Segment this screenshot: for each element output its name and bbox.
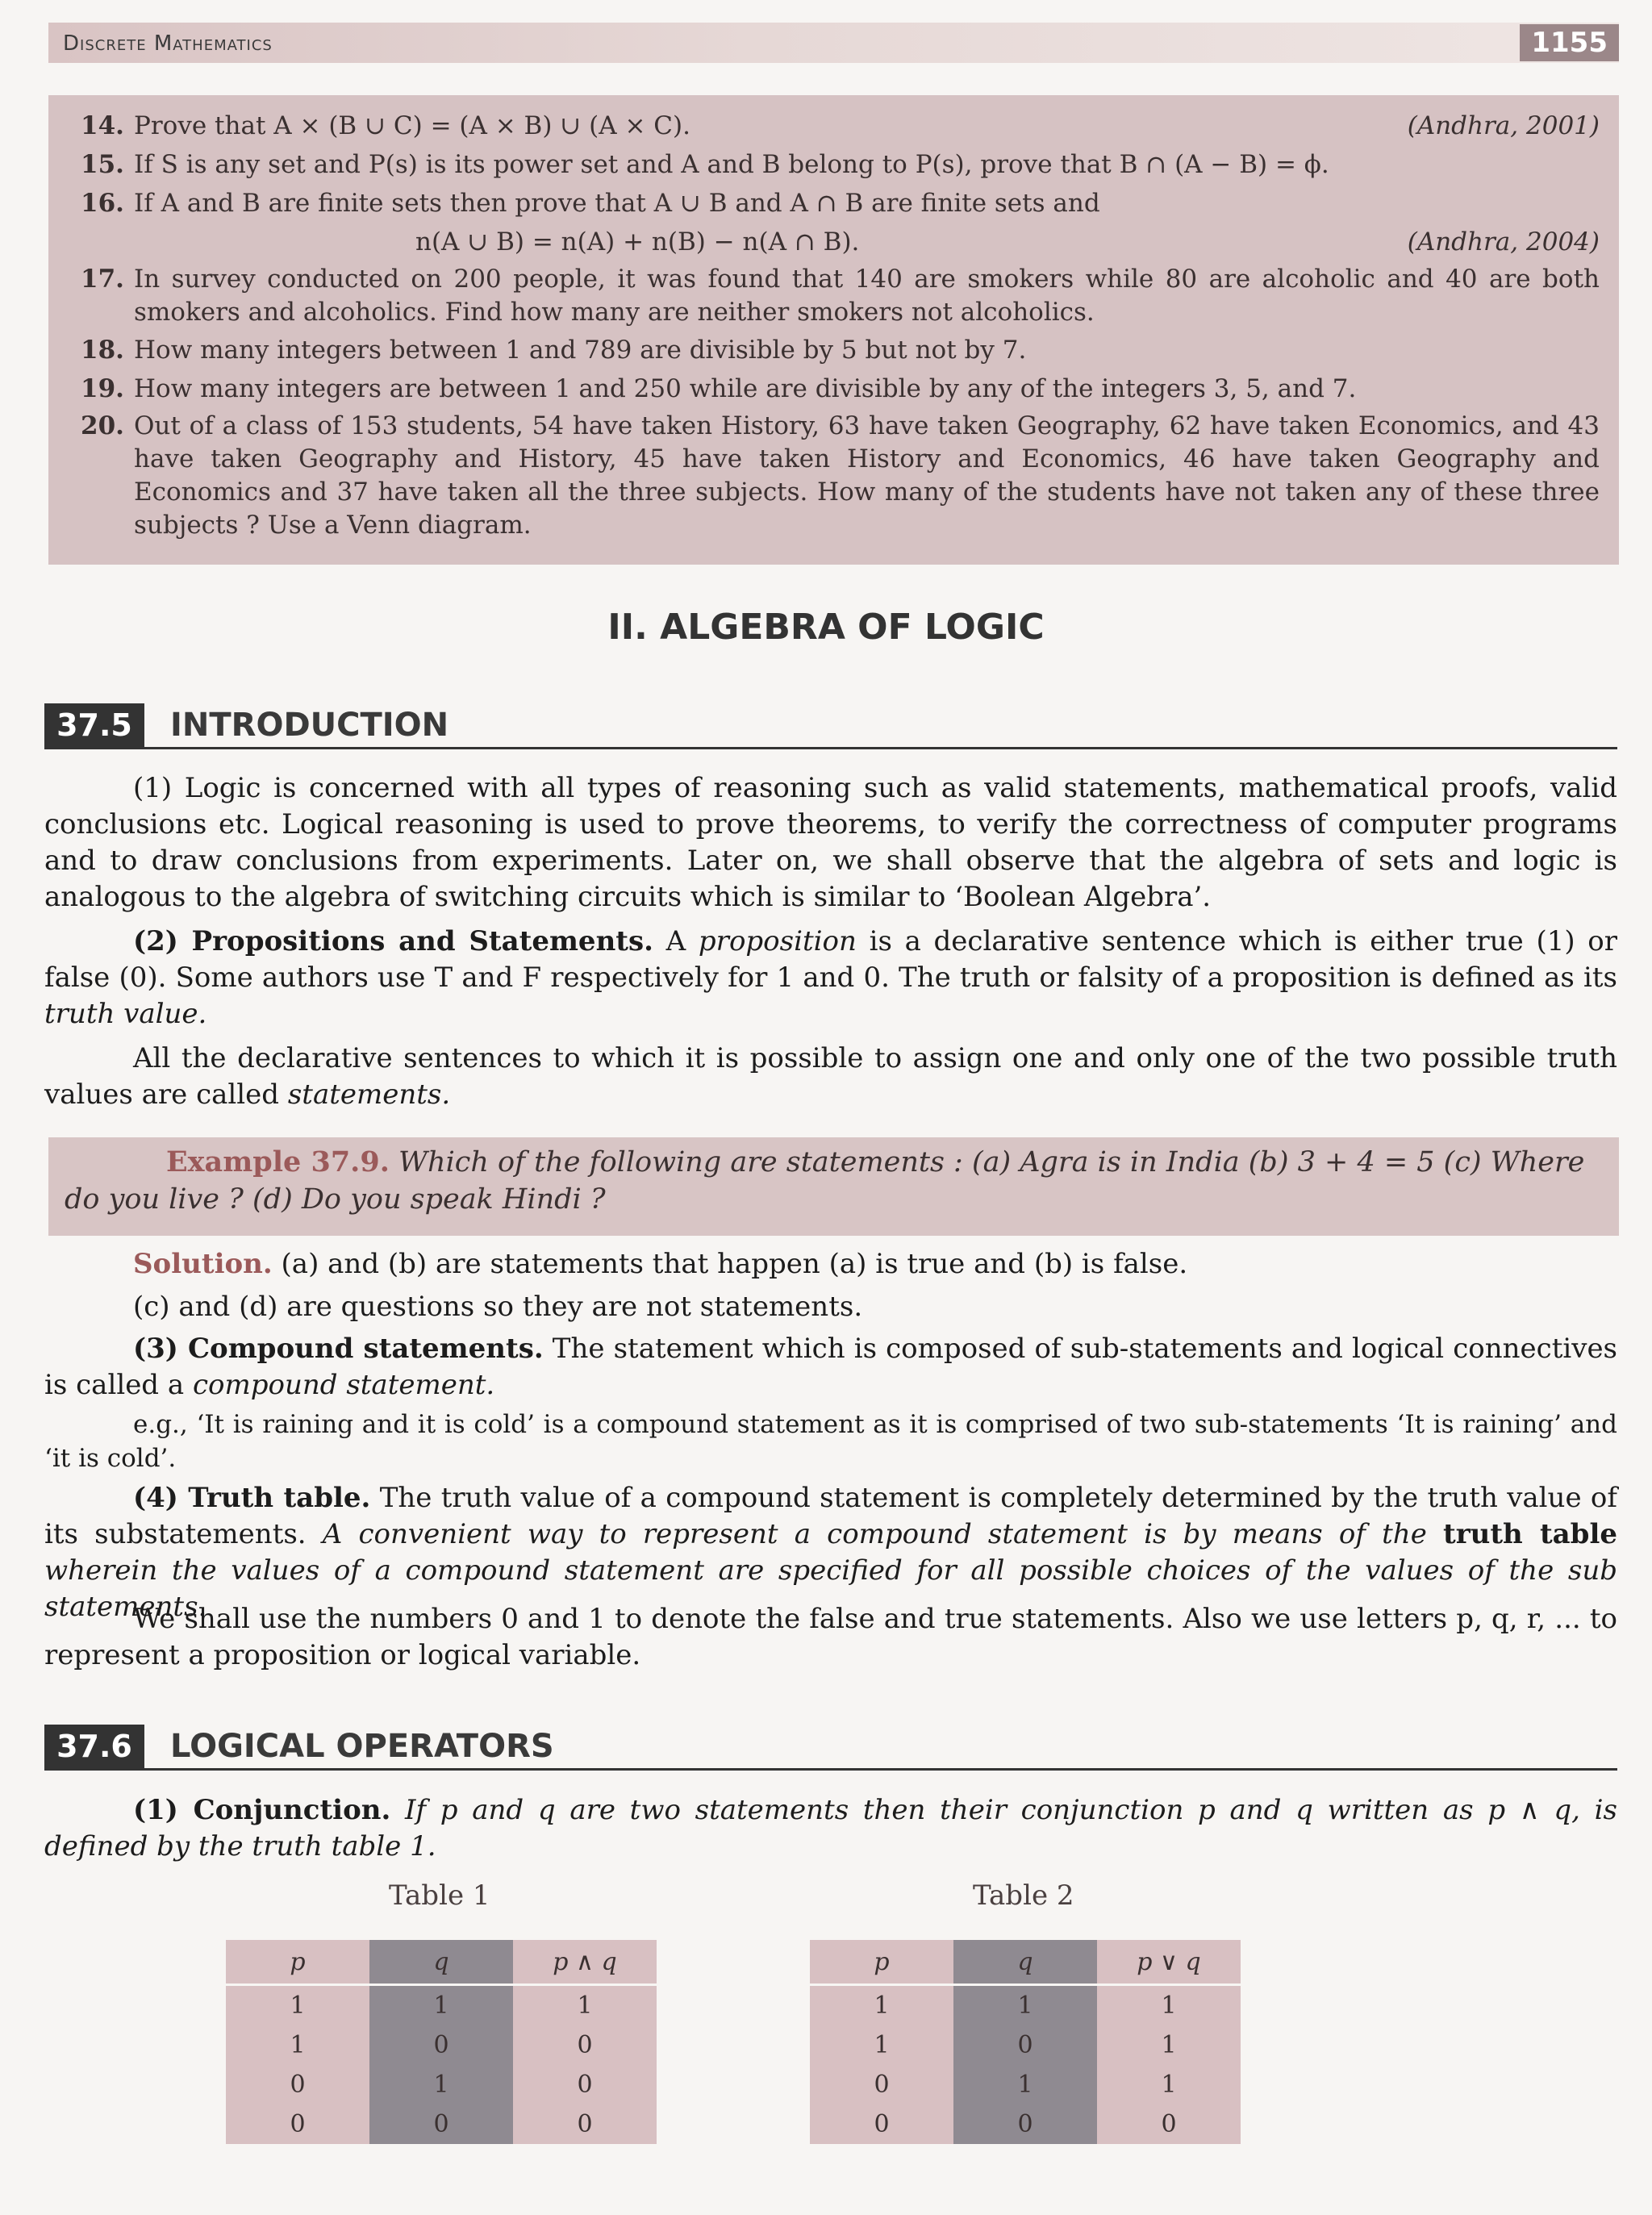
exercise-text: Prove that A × (B ∪ C) = (A × B) ∪ (A × C). (134, 111, 690, 140)
conjunction-label: (1) Conjunction. (133, 1794, 391, 1826)
table-row (226, 1985, 657, 2026)
table-cell: 0 (810, 2104, 953, 2144)
table-cell: 1 (953, 2065, 1097, 2104)
table-row (226, 2025, 657, 2065)
table-row (226, 2065, 657, 2104)
exercise-formula-line (81, 223, 1600, 261)
table-cell: 1 (953, 1985, 1097, 2026)
table-cell: 0 (513, 2104, 657, 2144)
table-row (226, 2104, 657, 2144)
table-cell: 1 (1097, 2025, 1241, 2065)
exercise-item (81, 106, 1600, 145)
table-row (810, 2025, 1241, 2065)
intro-paragraph-1 (44, 770, 1617, 916)
exercise-text: How many integers between 1 and 789 are divisible by 5 but not by 7. (134, 336, 1027, 365)
text-span: is a declarative sentence which is either true (1) or false (0). Some authors use T and F respectively for 1 and 0. The truth or falsity of a proposition is defined as its (44, 925, 1618, 994)
conjunction-text: If p and q are two statements then their conjunction p and q written as p ∧ q, is defined by the truth table 1. (44, 1794, 1617, 1863)
table-cell: 0 (953, 2104, 1097, 2144)
table-cell: 1 (1097, 1985, 1241, 2026)
truth-table-label: (4) Truth table. (133, 1482, 371, 1514)
section-title: LOGICAL OPERATORS (170, 1728, 554, 1765)
exercise-item (81, 263, 1600, 329)
solution-label: Solution. (133, 1248, 273, 1280)
section-number: 37.6 (44, 1725, 144, 1768)
table-header: q (953, 1940, 1097, 1985)
running-title: Discrete Mathematics (63, 31, 273, 56)
exercise-text: In survey conducted on 200 people, it was found that 140 are smokers while 80 are alcoholic and 40 are both smokers and alcoholics. Find how many are neither smokers not alcoholics. (134, 265, 1600, 327)
exercise-number: 19. (81, 374, 124, 403)
example-label: Example 37.9. (166, 1145, 390, 1178)
solution-text: (a) and (b) are statements that happen (a) is true and (b) is false. (272, 1248, 1188, 1280)
section-number: 37.5 (44, 703, 144, 747)
notation-paragraph (44, 1601, 1617, 1674)
exercise-number: 18. (81, 336, 124, 365)
table-row (810, 2104, 1241, 2144)
text-span: wherein the values of a compound statement are specified for all possible choices of the values of the sub statements. (44, 1554, 1617, 1623)
notation-text: We shall use the numbers 0 and 1 to denote the false and true statements. Also we use letters p, q, r, ... to represent a proposition or logical variable. (44, 1603, 1617, 1671)
running-header (48, 23, 1619, 63)
intro-text: (1) Logic is concerned with all types of reasoning such as valid statements, mathematical proofs, valid conclusions etc. Logical reasoning is used to prove theorems, to verify the correctness of computer programs and to draw conclusions from experiments. Later on, we shall observe that the algebra of sets and logic is analogous to the algebra of switching circuits which is similar to ‘Boolean Algebra’. (44, 772, 1617, 913)
exercise-number: 14. (81, 111, 124, 140)
table-header: p (810, 1940, 953, 1985)
exercise-item (81, 331, 1600, 369)
exercise-item (81, 369, 1600, 408)
table-header: p ∧ q (513, 1940, 657, 1985)
truth-table-1 (226, 1940, 657, 2144)
table-cell: 1 (1097, 2065, 1241, 2104)
table-cell: 0 (513, 2025, 657, 2065)
table-header: q (369, 1940, 513, 1985)
exercise-item (81, 145, 1600, 184)
compound-example-text: e.g., ‘It is raining and it is cold’ is a compound statement as it is comprised of two sub-statements ‘It is raining’ and ‘it is cold’. (44, 1410, 1617, 1473)
table-cell: 0 (369, 2104, 513, 2144)
text-span: A (653, 925, 699, 957)
table-cell: 0 (226, 2065, 369, 2104)
table-header: p ∨ q (1097, 1940, 1241, 1985)
exercise-item (81, 410, 1600, 542)
table-cell: 0 (369, 2025, 513, 2065)
table-cell: 0 (513, 2065, 657, 2104)
table-cell: 1 (369, 1985, 513, 2026)
table-row (810, 2065, 1241, 2104)
exercise-box (48, 95, 1619, 565)
text-span: The statement which is composed of sub-statements and logical connectives is called a (44, 1333, 1618, 1401)
table-cell: 0 (953, 2025, 1097, 2065)
section-heading-37-5 (44, 703, 1617, 749)
exercise-number: 15. (81, 150, 124, 179)
table-header: p (226, 1940, 369, 1985)
compound-paragraph (44, 1331, 1617, 1404)
propositions-label: (2) Propositions and Statements. (133, 925, 653, 957)
text-span: A convenient way to represent a compound statement is by means of the (322, 1518, 1443, 1550)
exercise-number: 16. (81, 189, 124, 218)
term-truth-table: truth table (1442, 1518, 1618, 1550)
exercise-number: 17. (81, 265, 124, 294)
term-statements: statements. (287, 1078, 451, 1111)
exercise-number: 20. (81, 411, 124, 440)
exercise-text: If A and B are finite sets then prove that A ∪ B and A ∩ B are finite sets and (134, 189, 1100, 218)
table-cell: 0 (810, 2065, 953, 2104)
table-cell: 1 (513, 1985, 657, 2026)
solution-line-2 (44, 1289, 1617, 1325)
propositions-paragraph (44, 924, 1617, 1032)
table-cell: 0 (1097, 2104, 1241, 2144)
text-span: All the declarative sentences to which it is possible to assign one and only one of the two possible truth values are called (44, 1042, 1617, 1111)
part-heading: II. ALGEBRA OF LOGIC (607, 607, 1045, 648)
table-row (810, 1985, 1241, 2026)
table-1-caption: Table 1 (389, 1879, 490, 1912)
exercise-item (81, 184, 1600, 223)
exercise-text: How many integers are between 1 and 250 while are divisible by any of the integers 3, 5, and 7. (134, 374, 1357, 403)
exercise-citation: (Andhra, 2001) (1407, 111, 1600, 140)
exercise-text: If S is any set and P(s) is its power set and A and B belong to P(s), prove that B ∩ (A − B) = ϕ. (134, 150, 1329, 179)
solution-text: (c) and (d) are questions so they are not statements. (133, 1291, 863, 1323)
statements-paragraph (44, 1041, 1617, 1113)
page-number: 1155 (1520, 24, 1619, 61)
table-cell: 1 (810, 1985, 953, 2026)
example-text: Which of the following are statements : (a) Agra is in India (b) 3 + 4 = 5 (c) Where do you live ? (d) Do you speak Hindi ? (65, 1146, 1585, 1216)
exercise-text: Out of a class of 153 students, 54 have taken History, 63 have taken Geography, 62 have taken Economics, and 43 have taken Geography and History, 45 have taken History and Economics, 46 have taken Geography and Economics and 37 have taken all the three subjects. How many of the students have not taken any of these three subjects ? Use a Venn diagram. (134, 411, 1600, 540)
table-cell: 1 (810, 2025, 953, 2065)
term-compound-statement: compound statement. (192, 1369, 495, 1401)
conjunction-paragraph (44, 1792, 1617, 1865)
term-truth-value: truth value. (44, 998, 207, 1030)
text-span: The truth value of a compound statement is completely determined by the truth value of its substatements. (44, 1482, 1617, 1550)
truth-table-2 (810, 1940, 1241, 2144)
exercise-citation: (Andhra, 2004) (1407, 227, 1600, 257)
table-cell: 1 (369, 2065, 513, 2104)
table-cell: 0 (226, 2104, 369, 2144)
term-proposition: proposition (698, 925, 857, 957)
table-cell: 1 (226, 2025, 369, 2065)
section-title: INTRODUCTION (170, 707, 449, 744)
compound-label: (3) Compound statements. (133, 1333, 544, 1365)
compound-example (44, 1408, 1617, 1475)
section-heading-37-6 (44, 1725, 1617, 1771)
solution-paragraph (44, 1246, 1617, 1283)
exercise-formula: n(A ∪ B) = n(A) + n(B) − n(A ∩ B). (415, 227, 860, 257)
example-box (48, 1137, 1619, 1236)
table-cell: 1 (226, 1985, 369, 2026)
table-2-caption: Table 2 (973, 1879, 1074, 1912)
